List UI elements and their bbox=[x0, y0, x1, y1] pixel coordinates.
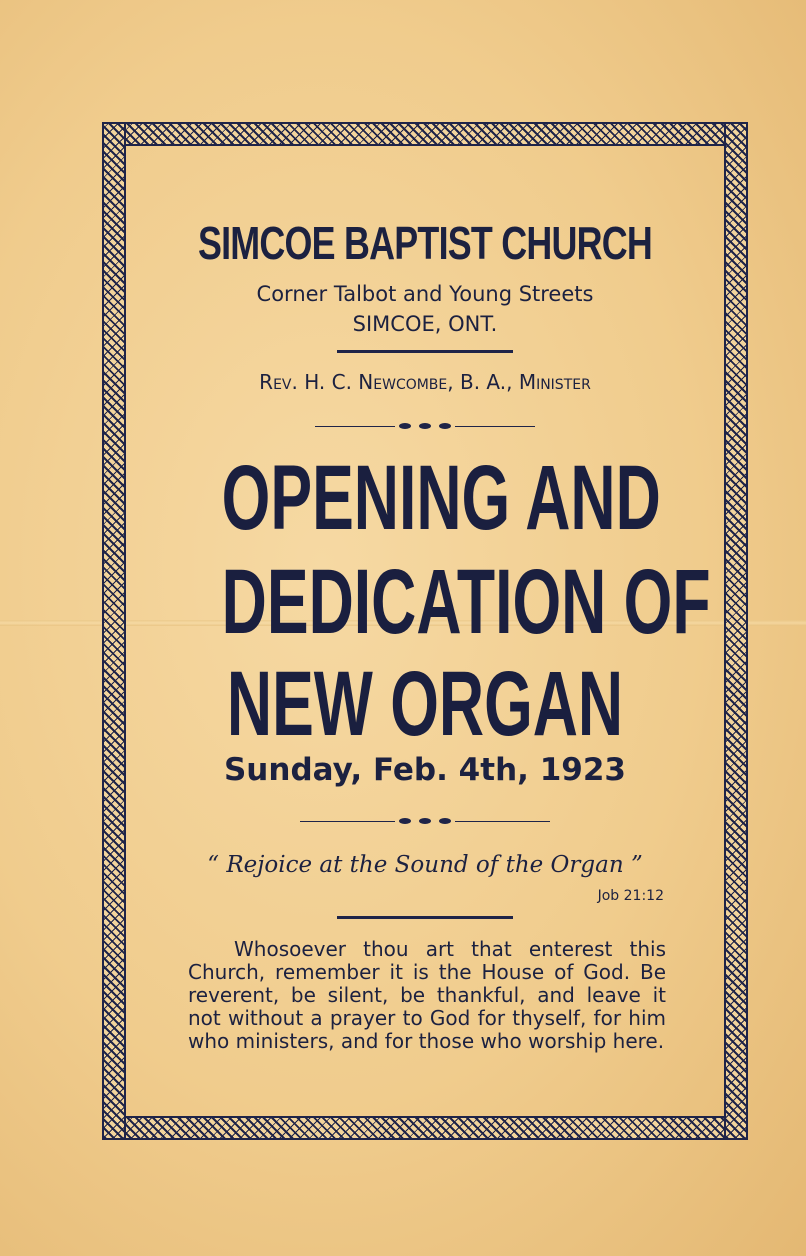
border-bottom bbox=[102, 1116, 748, 1140]
headline-line-1: OPENING AND bbox=[221, 447, 661, 549]
scripture-citation: Job 21:12 bbox=[597, 888, 664, 904]
ornamental-divider bbox=[315, 419, 535, 433]
border-left bbox=[102, 122, 126, 1140]
address-line-1: Corner Talbot and Young Streets bbox=[256, 282, 594, 306]
border-top bbox=[102, 122, 748, 146]
address-line-2: SIMCOE, ONT. bbox=[352, 312, 498, 336]
church-name: SIMCOE BAPTIST CHURCH bbox=[197, 217, 653, 269]
decorative-border-frame bbox=[102, 122, 748, 1140]
church-notice: Whosoever thou art that enterest this Church, remember it is the House of God. Be reverent, be silent, be thankful, and leave it not without a prayer to God for thyself, for him who ministers, and for those who worship here. bbox=[188, 937, 666, 1053]
minister-line: Rev. H. C. Newcombe, B. A., Minister bbox=[259, 370, 591, 394]
scripture-quote: “ Rejoice at the Sound of the Organ ” bbox=[207, 852, 643, 878]
headline-line-2: DEDICATION OF bbox=[221, 551, 711, 653]
divider-rule bbox=[337, 916, 513, 919]
program-content bbox=[126, 146, 724, 1116]
ornamental-divider bbox=[300, 814, 550, 828]
headline-line-3: NEW ORGAN bbox=[226, 653, 624, 755]
event-date: Sunday, Feb. 4th, 1923 bbox=[223, 752, 626, 788]
divider-rule bbox=[337, 350, 513, 353]
border-right bbox=[724, 122, 748, 1140]
